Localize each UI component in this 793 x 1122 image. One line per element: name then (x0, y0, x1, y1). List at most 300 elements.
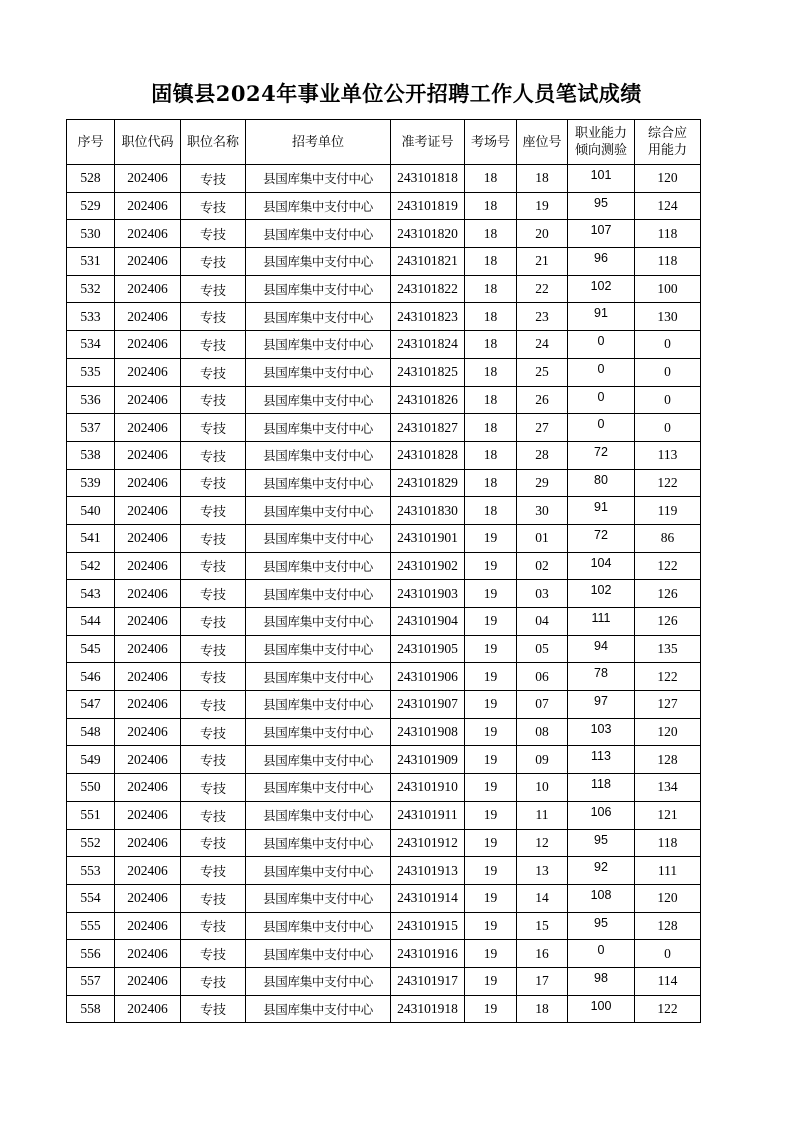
cell-seq: 534 (67, 331, 115, 359)
cell-exam-room: 19 (465, 774, 517, 802)
cell-aptitude-score: 95 (568, 912, 635, 940)
cell-aptitude-score: 97 (568, 691, 635, 719)
cell-exam-room: 18 (465, 414, 517, 442)
cell-aptitude-score: 0 (568, 940, 635, 968)
cell-aptitude-score: 94 (568, 635, 635, 663)
cell-seat-number: 29 (517, 469, 568, 497)
cell-aptitude-score: 0 (568, 414, 635, 442)
cell-seq: 541 (67, 524, 115, 552)
cell-exam-room: 19 (465, 580, 517, 608)
cell-recruiting-unit: 县国库集中支付中心 (246, 303, 391, 331)
cell-seat-number: 03 (517, 580, 568, 608)
header-seq: 序号 (67, 120, 115, 165)
table-row (67, 524, 701, 552)
cell-seat-number: 05 (517, 635, 568, 663)
cell-position-name: 专技 (181, 746, 246, 774)
cell-recruiting-unit: 县国库集中支付中心 (246, 774, 391, 802)
cell-position-code: 202406 (115, 220, 181, 248)
cell-aptitude-score: 113 (568, 746, 635, 774)
cell-exam-room: 19 (465, 857, 517, 885)
cell-position-code: 202406 (115, 358, 181, 386)
table-row (67, 386, 701, 414)
cell-position-code: 202406 (115, 497, 181, 525)
table-header (67, 120, 701, 165)
cell-recruiting-unit: 县国库集中支付中心 (246, 967, 391, 995)
cell-seq: 537 (67, 414, 115, 442)
table-row (67, 331, 701, 359)
cell-seq: 557 (67, 967, 115, 995)
cell-seat-number: 21 (517, 248, 568, 276)
cell-recruiting-unit: 县国库集中支付中心 (246, 469, 391, 497)
cell-recruiting-unit: 县国库集中支付中心 (246, 220, 391, 248)
cell-position-name: 专技 (181, 275, 246, 303)
cell-aptitude-score: 91 (568, 497, 635, 525)
cell-exam-room: 18 (465, 441, 517, 469)
cell-ticket-number: 243101911 (391, 801, 465, 829)
cell-position-code: 202406 (115, 524, 181, 552)
cell-aptitude-score: 72 (568, 524, 635, 552)
cell-seq: 543 (67, 580, 115, 608)
cell-aptitude-score: 0 (568, 386, 635, 414)
cell-ticket-number: 243101910 (391, 774, 465, 802)
cell-position-name: 专技 (181, 441, 246, 469)
cell-exam-room: 19 (465, 691, 517, 719)
table-row (67, 746, 701, 774)
cell-position-code: 202406 (115, 469, 181, 497)
cell-ticket-number: 243101914 (391, 884, 465, 912)
cell-seq: 540 (67, 497, 115, 525)
cell-position-code: 202406 (115, 275, 181, 303)
cell-position-name: 专技 (181, 220, 246, 248)
cell-ticket-number: 243101820 (391, 220, 465, 248)
table-row (67, 497, 701, 525)
cell-recruiting-unit: 县国库集中支付中心 (246, 718, 391, 746)
cell-comprehensive-score: 121 (635, 801, 701, 829)
cell-position-code: 202406 (115, 967, 181, 995)
cell-exam-room: 18 (465, 358, 517, 386)
cell-seat-number: 22 (517, 275, 568, 303)
cell-comprehensive-score: 118 (635, 829, 701, 857)
cell-position-code: 202406 (115, 635, 181, 663)
cell-aptitude-score: 72 (568, 441, 635, 469)
cell-exam-room: 19 (465, 718, 517, 746)
cell-seq: 553 (67, 857, 115, 885)
cell-ticket-number: 243101902 (391, 552, 465, 580)
cell-aptitude-score: 95 (568, 192, 635, 220)
cell-recruiting-unit: 县国库集中支付中心 (246, 524, 391, 552)
cell-recruiting-unit: 县国库集中支付中心 (246, 192, 391, 220)
cell-aptitude-score: 96 (568, 248, 635, 276)
cell-recruiting-unit: 县国库集中支付中心 (246, 801, 391, 829)
cell-aptitude-score: 0 (568, 331, 635, 359)
cell-aptitude-score: 101 (568, 165, 635, 193)
table-row (67, 995, 701, 1023)
header-comprehensive-line2: 用能力 (647, 143, 687, 158)
cell-seat-number: 18 (517, 165, 568, 193)
cell-ticket-number: 243101822 (391, 275, 465, 303)
cell-seat-number: 17 (517, 967, 568, 995)
cell-seq: 531 (67, 248, 115, 276)
cell-aptitude-score: 78 (568, 663, 635, 691)
cell-aptitude-score: 100 (568, 995, 635, 1023)
cell-ticket-number: 243101824 (391, 331, 465, 359)
cell-exam-room: 18 (465, 386, 517, 414)
table-row (67, 248, 701, 276)
cell-seq: 544 (67, 608, 115, 636)
cell-exam-room: 19 (465, 552, 517, 580)
table-row (67, 718, 701, 746)
cell-comprehensive-score: 122 (635, 995, 701, 1023)
cell-seat-number: 23 (517, 303, 568, 331)
cell-comprehensive-score: 122 (635, 663, 701, 691)
cell-exam-room: 18 (465, 248, 517, 276)
header-ticket-number: 准考证号 (391, 120, 465, 165)
cell-position-name: 专技 (181, 580, 246, 608)
table-row (67, 967, 701, 995)
cell-position-code: 202406 (115, 386, 181, 414)
cell-exam-room: 18 (465, 165, 517, 193)
cell-ticket-number: 243101821 (391, 248, 465, 276)
cell-aptitude-score: 91 (568, 303, 635, 331)
cell-recruiting-unit: 县国库集中支付中心 (246, 857, 391, 885)
cell-comprehensive-score: 127 (635, 691, 701, 719)
header-aptitude-test (568, 120, 635, 165)
cell-recruiting-unit: 县国库集中支付中心 (246, 940, 391, 968)
cell-aptitude-score: 107 (568, 220, 635, 248)
cell-ticket-number: 243101906 (391, 663, 465, 691)
scores-table (66, 119, 701, 1023)
cell-position-name: 专技 (181, 995, 246, 1023)
cell-exam-room: 18 (465, 331, 517, 359)
cell-seq: 542 (67, 552, 115, 580)
table-row (67, 580, 701, 608)
cell-recruiting-unit: 县国库集中支付中心 (246, 829, 391, 857)
cell-position-code: 202406 (115, 746, 181, 774)
table-row (67, 801, 701, 829)
cell-comprehensive-score: 0 (635, 386, 701, 414)
cell-comprehensive-score: 126 (635, 580, 701, 608)
table-row (67, 663, 701, 691)
cell-position-name: 专技 (181, 358, 246, 386)
cell-position-name: 专技 (181, 248, 246, 276)
cell-ticket-number: 243101916 (391, 940, 465, 968)
cell-position-code: 202406 (115, 884, 181, 912)
cell-ticket-number: 243101918 (391, 995, 465, 1023)
cell-ticket-number: 243101917 (391, 967, 465, 995)
cell-seat-number: 13 (517, 857, 568, 885)
cell-recruiting-unit: 县国库集中支付中心 (246, 386, 391, 414)
cell-aptitude-score: 102 (568, 275, 635, 303)
cell-seq: 547 (67, 691, 115, 719)
cell-aptitude-score: 103 (568, 718, 635, 746)
cell-recruiting-unit: 县国库集中支付中心 (246, 358, 391, 386)
cell-position-code: 202406 (115, 552, 181, 580)
cell-aptitude-score: 111 (568, 608, 635, 636)
cell-ticket-number: 243101828 (391, 441, 465, 469)
cell-seq: 555 (67, 912, 115, 940)
cell-comprehensive-score: 135 (635, 635, 701, 663)
cell-comprehensive-score: 100 (635, 275, 701, 303)
cell-position-code: 202406 (115, 940, 181, 968)
cell-comprehensive-score: 128 (635, 746, 701, 774)
header-position-code: 职位代码 (115, 120, 181, 165)
cell-recruiting-unit: 县国库集中支付中心 (246, 691, 391, 719)
cell-seat-number: 10 (517, 774, 568, 802)
header-exam-room: 考场号 (465, 120, 517, 165)
cell-position-name: 专技 (181, 663, 246, 691)
table-row (67, 691, 701, 719)
table-row (67, 912, 701, 940)
cell-comprehensive-score: 0 (635, 331, 701, 359)
cell-aptitude-score: 118 (568, 774, 635, 802)
cell-comprehensive-score: 120 (635, 165, 701, 193)
cell-seq: 551 (67, 801, 115, 829)
cell-position-name: 专技 (181, 691, 246, 719)
cell-seq: 549 (67, 746, 115, 774)
cell-position-name: 专技 (181, 940, 246, 968)
cell-exam-room: 19 (465, 746, 517, 774)
cell-position-code: 202406 (115, 801, 181, 829)
cell-ticket-number: 243101827 (391, 414, 465, 442)
cell-position-name: 专技 (181, 801, 246, 829)
cell-position-name: 专技 (181, 829, 246, 857)
cell-position-code: 202406 (115, 912, 181, 940)
cell-seq: 545 (67, 635, 115, 663)
cell-ticket-number: 243101913 (391, 857, 465, 885)
cell-seq: 554 (67, 884, 115, 912)
table-row (67, 857, 701, 885)
cell-aptitude-score: 80 (568, 469, 635, 497)
cell-seq: 533 (67, 303, 115, 331)
cell-recruiting-unit: 县国库集中支付中心 (246, 552, 391, 580)
header-comprehensive-ability (635, 120, 701, 165)
table-row (67, 220, 701, 248)
cell-seq: 530 (67, 220, 115, 248)
cell-seat-number: 08 (517, 718, 568, 746)
cell-recruiting-unit: 县国库集中支付中心 (246, 884, 391, 912)
cell-comprehensive-score: 118 (635, 220, 701, 248)
cell-ticket-number: 243101829 (391, 469, 465, 497)
cell-ticket-number: 243101901 (391, 524, 465, 552)
cell-recruiting-unit: 县国库集中支付中心 (246, 414, 391, 442)
cell-position-name: 专技 (181, 774, 246, 802)
cell-seat-number: 15 (517, 912, 568, 940)
cell-aptitude-score: 95 (568, 829, 635, 857)
cell-position-code: 202406 (115, 248, 181, 276)
cell-recruiting-unit: 县国库集中支付中心 (246, 165, 391, 193)
cell-ticket-number: 243101818 (391, 165, 465, 193)
cell-seq: 536 (67, 386, 115, 414)
cell-ticket-number: 243101907 (391, 691, 465, 719)
cell-seat-number: 24 (517, 331, 568, 359)
header-recruiting-unit: 招考单位 (246, 120, 391, 165)
cell-seat-number: 11 (517, 801, 568, 829)
table-row (67, 608, 701, 636)
document-title: 固镇县2024年事业单位公开招聘工作人员笔试成绩 (151, 81, 642, 106)
cell-seq: 539 (67, 469, 115, 497)
cell-position-code: 202406 (115, 303, 181, 331)
cell-comprehensive-score: 134 (635, 774, 701, 802)
cell-position-name: 专技 (181, 524, 246, 552)
cell-position-code: 202406 (115, 608, 181, 636)
cell-seat-number: 30 (517, 497, 568, 525)
cell-aptitude-score: 104 (568, 552, 635, 580)
cell-recruiting-unit: 县国库集中支付中心 (246, 912, 391, 940)
cell-position-name: 专技 (181, 884, 246, 912)
cell-comprehensive-score: 128 (635, 912, 701, 940)
cell-seat-number: 04 (517, 608, 568, 636)
cell-ticket-number: 243101904 (391, 608, 465, 636)
cell-seat-number: 19 (517, 192, 568, 220)
cell-seq: 552 (67, 829, 115, 857)
table-row (67, 303, 701, 331)
cell-comprehensive-score: 120 (635, 718, 701, 746)
cell-seat-number: 26 (517, 386, 568, 414)
header-row (67, 120, 701, 165)
cell-position-name: 专技 (181, 386, 246, 414)
cell-recruiting-unit: 县国库集中支付中心 (246, 331, 391, 359)
cell-seat-number: 06 (517, 663, 568, 691)
cell-seat-number: 14 (517, 884, 568, 912)
cell-exam-room: 18 (465, 275, 517, 303)
cell-recruiting-unit: 县国库集中支付中心 (246, 995, 391, 1023)
cell-ticket-number: 243101819 (391, 192, 465, 220)
cell-seq: 558 (67, 995, 115, 1023)
cell-ticket-number: 243101909 (391, 746, 465, 774)
cell-ticket-number: 243101905 (391, 635, 465, 663)
cell-seq: 535 (67, 358, 115, 386)
cell-exam-room: 19 (465, 829, 517, 857)
cell-position-name: 专技 (181, 635, 246, 663)
cell-comprehensive-score: 114 (635, 967, 701, 995)
header-aptitude-line1: 职业能力 (574, 126, 627, 141)
cell-recruiting-unit: 县国库集中支付中心 (246, 580, 391, 608)
cell-position-name: 专技 (181, 608, 246, 636)
cell-exam-room: 19 (465, 940, 517, 968)
cell-position-name: 专技 (181, 192, 246, 220)
cell-seq: 528 (67, 165, 115, 193)
table-row (67, 884, 701, 912)
table-row (67, 829, 701, 857)
cell-aptitude-score: 98 (568, 967, 635, 995)
cell-comprehensive-score: 0 (635, 358, 701, 386)
cell-exam-room: 18 (465, 469, 517, 497)
cell-exam-room: 19 (465, 524, 517, 552)
cell-position-name: 专技 (181, 165, 246, 193)
cell-seq: 546 (67, 663, 115, 691)
cell-seat-number: 28 (517, 441, 568, 469)
cell-seq: 529 (67, 192, 115, 220)
cell-aptitude-score: 106 (568, 801, 635, 829)
cell-seq: 550 (67, 774, 115, 802)
cell-position-name: 专技 (181, 912, 246, 940)
cell-aptitude-score: 108 (568, 884, 635, 912)
table-row (67, 275, 701, 303)
cell-exam-room: 19 (465, 608, 517, 636)
header-seat-number: 座位号 (517, 120, 568, 165)
cell-recruiting-unit: 县国库集中支付中心 (246, 663, 391, 691)
cell-aptitude-score: 102 (568, 580, 635, 608)
cell-recruiting-unit: 县国库集中支付中心 (246, 608, 391, 636)
cell-position-name: 专技 (181, 857, 246, 885)
cell-seq: 532 (67, 275, 115, 303)
cell-position-code: 202406 (115, 691, 181, 719)
cell-ticket-number: 243101903 (391, 580, 465, 608)
cell-comprehensive-score: 124 (635, 192, 701, 220)
table-row (67, 552, 701, 580)
cell-aptitude-score: 0 (568, 358, 635, 386)
cell-comprehensive-score: 113 (635, 441, 701, 469)
cell-position-code: 202406 (115, 718, 181, 746)
cell-position-code: 202406 (115, 192, 181, 220)
cell-position-code: 202406 (115, 663, 181, 691)
cell-position-code: 202406 (115, 441, 181, 469)
cell-exam-room: 19 (465, 967, 517, 995)
cell-exam-room: 19 (465, 635, 517, 663)
cell-recruiting-unit: 县国库集中支付中心 (246, 635, 391, 663)
cell-seat-number: 01 (517, 524, 568, 552)
cell-position-name: 专技 (181, 497, 246, 525)
cell-position-code: 202406 (115, 857, 181, 885)
table-row (67, 192, 701, 220)
table-body (67, 165, 701, 1023)
cell-comprehensive-score: 122 (635, 469, 701, 497)
header-aptitude-line2: 倾向测验 (574, 143, 627, 158)
cell-comprehensive-score: 122 (635, 552, 701, 580)
cell-comprehensive-score: 111 (635, 857, 701, 885)
cell-position-name: 专技 (181, 303, 246, 331)
cell-seq: 548 (67, 718, 115, 746)
cell-seat-number: 12 (517, 829, 568, 857)
cell-seq: 556 (67, 940, 115, 968)
table-row (67, 940, 701, 968)
cell-seq: 538 (67, 441, 115, 469)
cell-recruiting-unit: 县国库集中支付中心 (246, 248, 391, 276)
table-row (67, 635, 701, 663)
cell-comprehensive-score: 119 (635, 497, 701, 525)
header-position-name: 职位名称 (181, 120, 246, 165)
cell-recruiting-unit: 县国库集中支付中心 (246, 275, 391, 303)
cell-ticket-number: 243101912 (391, 829, 465, 857)
cell-position-code: 202406 (115, 414, 181, 442)
cell-position-name: 专技 (181, 469, 246, 497)
cell-exam-room: 18 (465, 303, 517, 331)
cell-comprehensive-score: 130 (635, 303, 701, 331)
cell-exam-room: 19 (465, 884, 517, 912)
cell-seat-number: 18 (517, 995, 568, 1023)
cell-recruiting-unit: 县国库集中支付中心 (246, 746, 391, 774)
cell-aptitude-score: 92 (568, 857, 635, 885)
cell-ticket-number: 243101908 (391, 718, 465, 746)
cell-position-code: 202406 (115, 774, 181, 802)
cell-position-name: 专技 (181, 331, 246, 359)
cell-exam-room: 18 (465, 497, 517, 525)
table-row (67, 441, 701, 469)
cell-position-code: 202406 (115, 829, 181, 857)
table-row (67, 414, 701, 442)
cell-exam-room: 19 (465, 801, 517, 829)
cell-seat-number: 27 (517, 414, 568, 442)
cell-position-name: 专技 (181, 552, 246, 580)
cell-comprehensive-score: 86 (635, 524, 701, 552)
cell-comprehensive-score: 118 (635, 248, 701, 276)
cell-seat-number: 20 (517, 220, 568, 248)
cell-ticket-number: 243101823 (391, 303, 465, 331)
cell-comprehensive-score: 0 (635, 414, 701, 442)
cell-position-code: 202406 (115, 995, 181, 1023)
cell-seat-number: 02 (517, 552, 568, 580)
cell-ticket-number: 243101830 (391, 497, 465, 525)
